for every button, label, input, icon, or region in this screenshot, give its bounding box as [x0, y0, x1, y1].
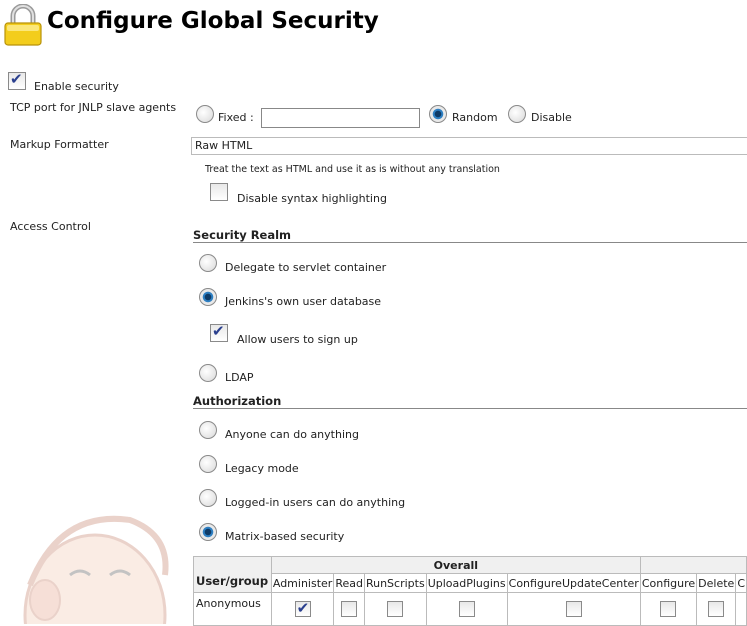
- auth-loggedin-label: Logged-in users can do anything: [225, 496, 406, 509]
- matrix-checkbox-delete[interactable]: [708, 601, 724, 617]
- allow-signup-checkbox[interactable]: [210, 324, 228, 342]
- auth-anyone-radio[interactable]: [199, 421, 217, 439]
- perm-uploadplugins: UploadPlugins: [426, 574, 507, 593]
- auth-loggedin-radio[interactable]: [199, 489, 217, 507]
- matrix-cell-runscripts: [364, 593, 426, 626]
- enable-security-label: Enable security: [34, 80, 119, 93]
- perm-delete: Delete: [697, 574, 736, 593]
- matrix-group-next: [640, 557, 746, 574]
- allow-signup-label: Allow users to sign up: [237, 333, 358, 346]
- markup-formatter-description: Treat the text as HTML and use it as is without any translation: [205, 164, 500, 175]
- realm-servlet-radio[interactable]: [199, 254, 217, 272]
- tcp-random-radio[interactable]: [429, 105, 447, 123]
- enable-security-checkbox[interactable]: [8, 72, 26, 90]
- lock-icon: [3, 4, 43, 46]
- auth-legacy-radio[interactable]: [199, 455, 217, 473]
- matrix-cell-uploadplugins: [426, 593, 507, 626]
- table-row: [194, 593, 747, 626]
- perm-runscripts: RunScripts: [364, 574, 426, 593]
- realm-jenkins-db-label: Jenkins's own user database: [225, 295, 382, 308]
- authorization-heading: Authorization: [193, 394, 282, 408]
- matrix-checkbox-configureupdatecenter[interactable]: [566, 601, 582, 617]
- authorization-divider: [193, 408, 747, 409]
- matrix-cell-delete: [697, 593, 736, 626]
- markup-formatter-selected: Raw HTML: [195, 139, 253, 152]
- auth-anyone-label: Anyone can do anything: [225, 428, 359, 441]
- perm-truncated: C: [736, 574, 747, 593]
- disable-syntax-checkbox[interactable]: [210, 183, 228, 201]
- matrix-cell-truncated: [736, 593, 747, 626]
- matrix-cell-read: [334, 593, 365, 626]
- tcp-fixed-radio[interactable]: [196, 105, 214, 123]
- auth-matrix-radio[interactable]: [199, 523, 217, 541]
- realm-ldap-radio[interactable]: [199, 364, 217, 382]
- realm-ldap-label: LDAP: [225, 371, 254, 384]
- jenkins-mascot-icon: [0, 505, 190, 624]
- matrix-checkbox-runscripts[interactable]: [387, 601, 403, 617]
- matrix-checkbox-read[interactable]: [341, 601, 357, 617]
- tcp-random-label: Random: [452, 111, 498, 124]
- markup-formatter-label: Markup Formatter: [10, 138, 109, 151]
- page-title: Configure Global Security: [47, 8, 379, 34]
- auth-matrix-label: Matrix-based security: [225, 530, 345, 543]
- matrix-group-overall: Overall: [271, 557, 640, 574]
- matrix-checkbox-uploadplugins[interactable]: [459, 601, 475, 617]
- security-realm-divider: [193, 242, 747, 243]
- realm-jenkins-db-radio[interactable]: [199, 288, 217, 306]
- auth-legacy-label: Legacy mode: [225, 462, 299, 475]
- tcp-port-label: TCP port for JNLP slave agents: [10, 101, 177, 114]
- perm-configure: Configure: [640, 574, 696, 593]
- matrix-cell-configureupdatecenter: [507, 593, 640, 626]
- tcp-fixed-port-input[interactable]: [261, 108, 420, 128]
- tcp-disable-radio[interactable]: [508, 105, 526, 123]
- perm-configureupdatecenter: ConfigureUpdateCenter: [507, 574, 640, 593]
- perm-administer: Administer: [271, 574, 333, 593]
- access-control-label: Access Control: [10, 220, 91, 233]
- matrix-checkbox-configure[interactable]: [660, 601, 676, 617]
- realm-servlet-label: Delegate to servlet container: [225, 261, 387, 274]
- tcp-disable-label: Disable: [531, 111, 572, 124]
- security-realm-heading: Security Realm: [193, 228, 292, 242]
- matrix-cell-administer: [271, 593, 333, 626]
- markup-formatter-select[interactable]: [191, 137, 747, 155]
- matrix-checkbox-administer[interactable]: [295, 601, 311, 617]
- perm-read: Read: [334, 574, 365, 593]
- disable-syntax-label: Disable syntax highlighting: [237, 192, 387, 205]
- matrix-user-name: Anonymous: [194, 593, 272, 626]
- matrix-cell-configure: [640, 593, 696, 626]
- user-group-header: User/group: [194, 557, 272, 593]
- tcp-fixed-label: Fixed :: [218, 111, 254, 124]
- permission-matrix: [193, 556, 747, 626]
